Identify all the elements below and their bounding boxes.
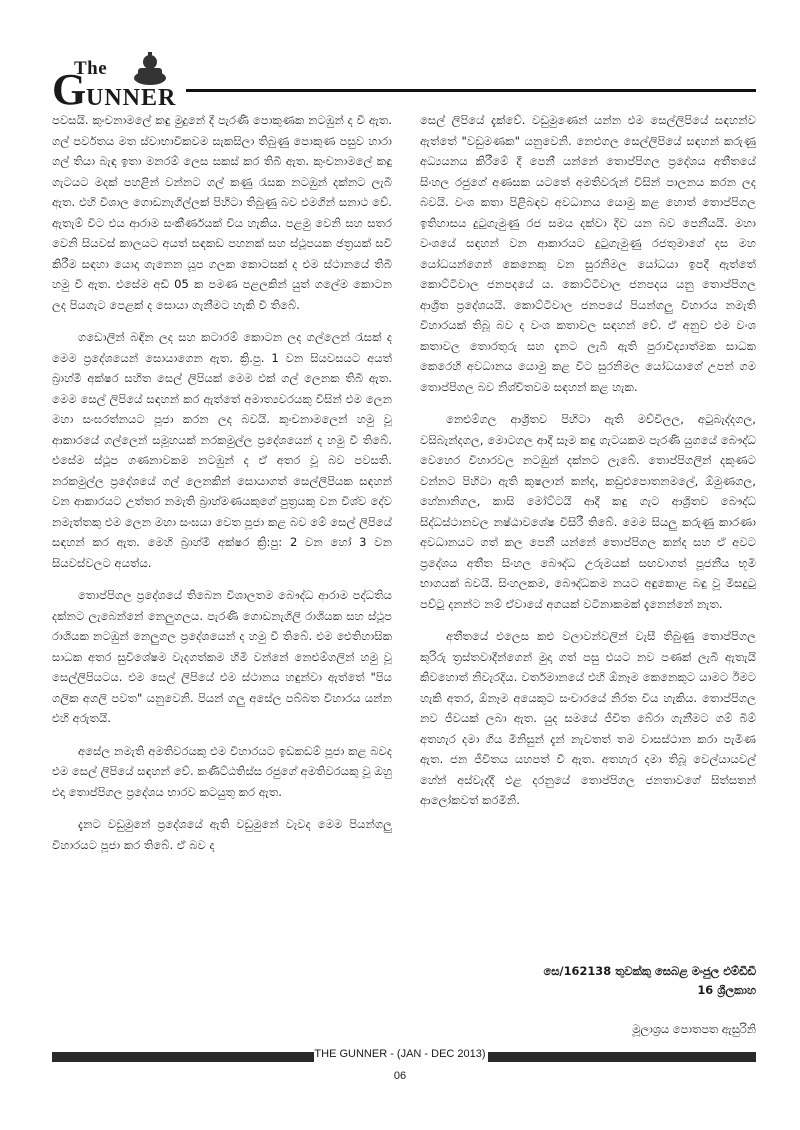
right-column xyxy=(420,110,756,823)
paragraph: අසේල නමැති අමතිවරයකු එම විහාරයට ඉඩකඩම් පූජා කළ බවද එම සෙල් ලිපියේ සඳහන් වේ. කණිට්ඨතිස්ස රජුගේ අමතිවරයකු වූ ඔහු එදා තොප්පිගල ප්‍රදේශය භාරව කටයුතු කර ඇත. xyxy=(52,743,392,799)
page-number: 06 xyxy=(393,1070,407,1082)
paragraph: තොප්පිගල ප්‍රදේශයේ තිබෙන විශාලතම බෞද්ධ ආරාම පද්ධතිය දක්නට ලැබෙන්නේ නෙලුගලය. පැරණි ගොඩනැගිලි රාශියක සහ ස්ථූප රාශියක නටඹුන් නෙලුගල ප්‍රදේශයෙන් ද හමු වී තිබේ. එම ඓතිහාසික සාධක අතර සුවිශේෂම වැදගත්කම හිමි වන්නේ නෙළුම්ගලින් හමු වූ සෙල්ලිපියටය. එම සෙල් ලිපියේ එම ස්ථානය හඳුන්වා ඇත්තේ "පිය ගලික අගලි පවත" යනුවෙනි. පියන් ගලු අසේල පබ්බත විහාරය යන්න එහි අරුතයි. xyxy=(52,588,392,725)
paragraph: පවසයි. කුංචනාමලේ කඳු මුදුනේ දී පැරණි පොකුණක නටඹුන් ද වී ඇත. ගල් පර්වතය මත ස්වාභාවිකවම සැකසිලා තිබුණු පොකුණ පසුව හාරා ගල් තියා බැඳ ඉතා මනරම් ලෙස සකස් කර තිබී ඇත. කුංචනාමලේ කඳු ගැටයට මදක් පහළින් වන්නට ගල් කණු රැසක නටඹුන් දක්නට ලැබී ඇත. එහි විශාල ගොඩනැගිල්ලක් පිහිටා තිබුණු බව එමගින් සනාථ වේ. ඇතැම් විට එය ආරාම සංකීර්ණයක් විය හැකිය. පළමු වෙනි සහ සතර වෙනි සියවස් කාලයට අයත් සඳකඩ පහනක් සහ ස්ථූපයක ඡත්‍රයක් සවි කිරීම සඳහා යොදා ගැනෙන යූප ගලක කොටසක් ද එම ස්ථානයේ තිබී හමු වී ඇත. එසේම අඩි 05 ක පමණ පළලකින් යුත් ගලේම කොටන ලද පියගැට පෙළක් ද සොයා ගැනීමට හැකි වී තිබේ. xyxy=(52,113,392,312)
source-note: මූලාශ්‍රය පොතපත ඇසුරිනි xyxy=(632,1022,756,1036)
logo-g: G xyxy=(52,65,87,114)
paragraph: ගඩොලින් බඳින ලද සහ කටාරම් කොටන ලද ගල්ලෙන් රැසක් ද මෙම ප්‍රදේශයෙන් සොයාගෙන ඇත. ක්‍රි.පු. 1 වන සියවසයට අයත් බ්‍රාහ්මී අක්ෂර සහිත සෙල් ලිපියක් මෙම එක් ගල් ලෙනක තිබී ඇත. මෙම සෙල් ලිපියේ සඳහන් කර ඇත්තේ අමාත්‍යවරයකු විසින් එම ලෙන මහා සංඝරත්නයට පූජා කරන ලද බවයි. කුංචනාමලෙන් හමු වූ ආකාරයේ ගල්ලෙන් සමූහයක් නරකමුල්ල ප්‍රදේශයෙන් ද හමු වී තිබේ. එසේම ස්ථූප ගණනාවකම නටඹුන් ද ඒ අතර වූ බව පවසති. නරකමුල්ල ප්‍රදේශයේ ගල් ලෙනකින් සොයාගත් සෙල්ලිපියක සඳහන් වන ආකාරයට උත්තර නමැති බ්‍රාහ්මණයකුගේ පුත්‍රයකු වන විශ්ව දේව නමැත්තකු එම ලෙන මහා සංඝයා වෙත පූජා කළ බව මේ සෙල් ලිපියේ සඳහන් කර ඇත. මෙහි බ්‍රාහ්මී අක්ෂර ක්‍රි:පු: 2 වන හෝ 3 වන සියවස්වලට අයත්ය. xyxy=(52,330,392,570)
author-byline xyxy=(420,962,756,1000)
masthead-logo xyxy=(52,52,182,114)
paragraph: නෙළුම්ගල ආශ්‍රිතව පිහිටා ඇති මව්විලල, අටුබැද්දගල, වසිබැන්දගල, මොටගල ආදී සෑම කඳු ගැටයකම පැරණි යුගයේ බෞද්ධ වෙහෙර විහාරවල නටඹුන් දක්නට ලැබේ. තොප්පිගලින් දකුණට වන්නට පිහිටා ඇති කුෂලාන් කන්ද, කඩුළුපොතනමලේ, ඕමුණගල, හේනානිගල, කාසි මෝට්ටයි ආදී කඳු ගැට ආශ්‍රිතව බෞද්ධ සිද්ධස්ථානවල නෂ්ඨාවශේෂ විසිරී තිබේ. මෙම සියලු කරුණු කාරණා අවධානයට ගත් කල පෙනී යන්නේ තොප්පිගල කන්ද සහ ඒ අවට ප්‍රදේශය අතීත සිංහල බෞද්ධ උරුමයක් සඟවාගත් පූජනීය භූමි භාගයක් බවයි. සිංහලකම, බෞද්ධකම නයට අඳුකොළ බඳු වූ මිසදුටු පව්ටු දනන්ට නම් ඒවායේ අගයක් වටිනාකමක් දැනෙන්නේ නැත. xyxy=(420,412,756,611)
regimental-crest-icon xyxy=(130,52,170,88)
author-line-2: 16 ශ්‍රීලකාහ xyxy=(697,983,756,997)
paragraph: අතීතයේ එලෙස කළු වලාවන්වලින් වැසී තිබුණු තොප්පිගල කුරිරු ත්‍රස්තවාදීන්ගෙන් මුදා ගත් පසු එයට නව පණක් ලැබී ඇතැයි කිවහොත් නිවැරදිය. වර්තමානයේ එහි ඕනෑම කෙනෙකුට යාමට ඊමට හැකි අතර, ඕනෑම අයෙකුට සංචාරයේ නිරත විය හැකිය. තොප්පිගල නව ජීවයක් ලබා ඇත. යුද සමයේ ජීවිත බේරා ගැනීමට ගම් බිම් අතහැර දමා ගිය මිනිසුන් දැන් නැවතත් තම වාසස්ථාන කරා පැමිණ ඇත. ජන ජීවිතය යහපත් වී ඇත. අතහැර දමා තිබූ වෙල්යායවල් හේන් අස්වැද්දී එළ දරනුයේ තොප්පිගල ජනතාවගේ සිත්සතන් ආලෝකවත් කරමිනි. xyxy=(420,629,756,807)
logo-the: The xyxy=(74,58,108,79)
paragraph: සෙල් ලිපියේ දැක්වේ. වඩුමුණෙන් යන්න එම සෙල්ලිපියේ සඳහන්ව ඇත්තේ "වඩුමණක" යනුවෙනි. නෙළුගල සෙල්ලිපියේ සඳහන් කරුණු අධ්‍යයනය කිරීමේ දී පෙනී යන්නේ තොප්පිගල ප්‍රදේශය අතීතයේ සිංහල රජුගේ අණසක යටතේ අමතිවරුන් විසින් පාලනය කරන ලද බවයි. වංශ කතා පිළිබඳව අවධානය යොමු කළ හොත් තොප්පිගල ඉතිහාසය දුටුගැමුණු රජ සමය දක්වා දිව යන බව පෙනීයයි. මහා වංශයේ සඳහන් වන ආකාරයට දුටුගැමුණු රජතුමාගේ දස මහ යෝධයන්ගෙන් කෙනෙකු වන සුරනිමල යෝධයා ඉපදී ඇත්තේ කොට්ටිවාල ජනපදයේ ය. කොට්ටිවාල ජනපදය යනු තොප්පිගල ආශ්‍රිත ප්‍රදේශයයි. කොට්ටිවාල ජනපයේ පියන්ගලු විහාරය නමැති විහාරයක් තිබූ බව ද වංශ කතාවල සඳහන් වේ. ඒ අනුව එම වංශ කතාවල තොරතුරු සහ දැනට ලැබී ඇති පුරාවිද්‍යාත්මක සාධක කෙරෙහි අවධානය යොමු කළ විට සුරනිමල යෝධයාගේ උපන් ගම තොප්පිගල බව නිශ්චිතවම සඳහන් කළ හැක. xyxy=(420,113,756,394)
paragraph: දැනට වඩුමුනේ ප්‍රදේශයේ ඇති වඩුමුනේ වැවද මෙම පියන්ගලු විහාරයට පූජා කර තිබේ. ඒ බව ද xyxy=(52,817,392,852)
left-column xyxy=(52,110,392,867)
author-line-1: සෙ/162138 තුවක්කු සෙබළ මංජුල එම්ඩීඩී xyxy=(543,964,756,978)
header-rule xyxy=(186,89,756,92)
logo-rest: UNNER xyxy=(86,85,177,111)
footer-title: THE GUNNER - (JAN - DEC 2013) xyxy=(314,1048,486,1060)
